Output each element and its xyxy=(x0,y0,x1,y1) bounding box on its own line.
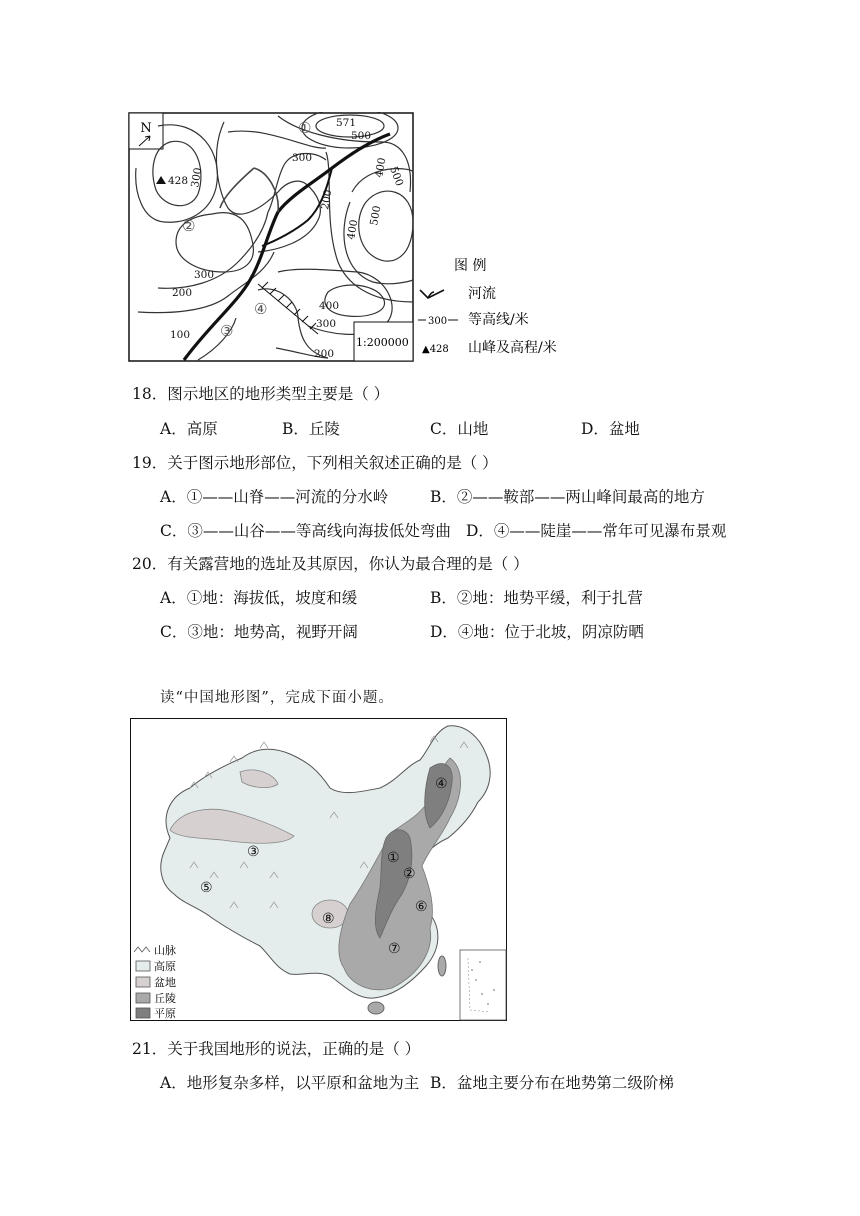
legend-peak-value: ▲428 xyxy=(422,344,449,355)
legend-hill: 丘陵 xyxy=(154,992,176,1005)
question-20: 20．有关露营地的选址及其原因，你认为最合理的是（ ） xyxy=(132,555,529,573)
north-label: N xyxy=(140,121,152,136)
contour-label: 500 xyxy=(351,130,372,142)
contour-label: 300 xyxy=(194,269,215,281)
legend-contour-value: 300 xyxy=(428,316,448,327)
q19-option-a[interactable]: A．①——山脊——河流的分水岭 xyxy=(160,488,389,506)
contour-label: 500 xyxy=(387,164,406,188)
q19-option-d[interactable]: D．④——陡崖——常年可见瀑布景观 xyxy=(466,522,727,540)
q19-option-b[interactable]: B．②——鞍部——两山峰间最高的地方 xyxy=(430,488,705,506)
q20-option-a[interactable]: A．①地：海拔低，坡度和缓 xyxy=(160,589,358,607)
marker-4: ④ xyxy=(435,776,448,792)
legend-title: 图 例 xyxy=(454,258,487,274)
contour-label: 200 xyxy=(319,188,335,211)
scale-label: 1:200000 xyxy=(356,336,409,349)
q21-option-b[interactable]: B．盆地主要分布在地势第二级阶梯 xyxy=(430,1074,674,1092)
marker-2: ② xyxy=(182,217,196,235)
south-china-sea-inset xyxy=(460,950,506,1020)
contour-label: 400 xyxy=(345,218,361,241)
topo-legend xyxy=(418,258,557,356)
contour-label: 300 xyxy=(292,152,313,164)
contour-label: 500 xyxy=(368,204,384,227)
legend-peak: 山峰及高程/米 xyxy=(468,340,557,356)
marker-7: ⑦ xyxy=(388,941,401,957)
river-legend-icon xyxy=(420,290,444,298)
contour-label: 400 xyxy=(373,156,389,179)
q18-option-c[interactable]: C．山地 xyxy=(430,420,489,438)
question-19: 19．关于图示地形部位，下列相关叙述正确的是（ ） xyxy=(132,454,498,472)
topographic-map xyxy=(128,112,590,366)
q18-option-a[interactable]: A．高原 xyxy=(160,420,218,438)
contour-label: 200 xyxy=(314,348,335,360)
marker-3: ③ xyxy=(220,322,234,340)
marker-6: ⑥ xyxy=(415,899,428,915)
marker-2: ② xyxy=(403,866,416,882)
marker-8: ⑧ xyxy=(322,911,335,927)
intro-text: 读“中国地形图”，完成下面小题。 xyxy=(160,690,394,706)
q20-option-c[interactable]: C．③地：地势高，视野开阔 xyxy=(160,623,358,641)
marker-1: ① xyxy=(298,119,312,137)
marker-5: ⑤ xyxy=(200,880,213,896)
marker-1: ① xyxy=(387,850,400,866)
q21-option-a[interactable]: A．地形复杂多样，以平原和盆地为主 xyxy=(160,1074,420,1092)
island-taiwan xyxy=(438,956,446,976)
q19-option-c[interactable]: C．③——山谷——等高线向海拔低处弯曲 xyxy=(160,522,451,540)
peak-label-428: 428 xyxy=(168,175,189,187)
china-terrain-map xyxy=(130,718,508,1022)
q20-option-d[interactable]: D．④地：位于北坡，阴凉防晒 xyxy=(430,623,644,641)
contour-label: 200 xyxy=(172,287,193,299)
question-21: 21．关于我国地形的说法，正确的是（ ） xyxy=(132,1040,421,1058)
legend-plain: 平原 xyxy=(154,1007,176,1020)
legend-contour: 等高线/米 xyxy=(468,312,529,328)
contour-label: 100 xyxy=(170,329,191,341)
q18-option-b[interactable]: B．丘陵 xyxy=(282,420,340,438)
q20-option-b[interactable]: B．②地：地势平缓，利于扎营 xyxy=(430,589,643,607)
contour-label: 400 xyxy=(319,300,340,312)
peak-label-571: 571 xyxy=(336,117,357,129)
contour-label: 300 xyxy=(316,318,337,330)
question-18: 18．图示地区的地形类型主要是（ ） xyxy=(132,385,390,403)
marker-3: ③ xyxy=(247,844,260,860)
island-hainan xyxy=(368,1002,384,1014)
legend-basin: 盆地 xyxy=(154,976,176,989)
legend-river: 河流 xyxy=(468,286,496,302)
q18-option-d[interactable]: D．盆地 xyxy=(581,420,640,438)
legend-mountain: 山脉 xyxy=(154,944,176,957)
marker-4: ④ xyxy=(254,300,268,318)
legend-plateau: 高原 xyxy=(154,960,176,973)
contour-label: 300 xyxy=(189,166,205,189)
